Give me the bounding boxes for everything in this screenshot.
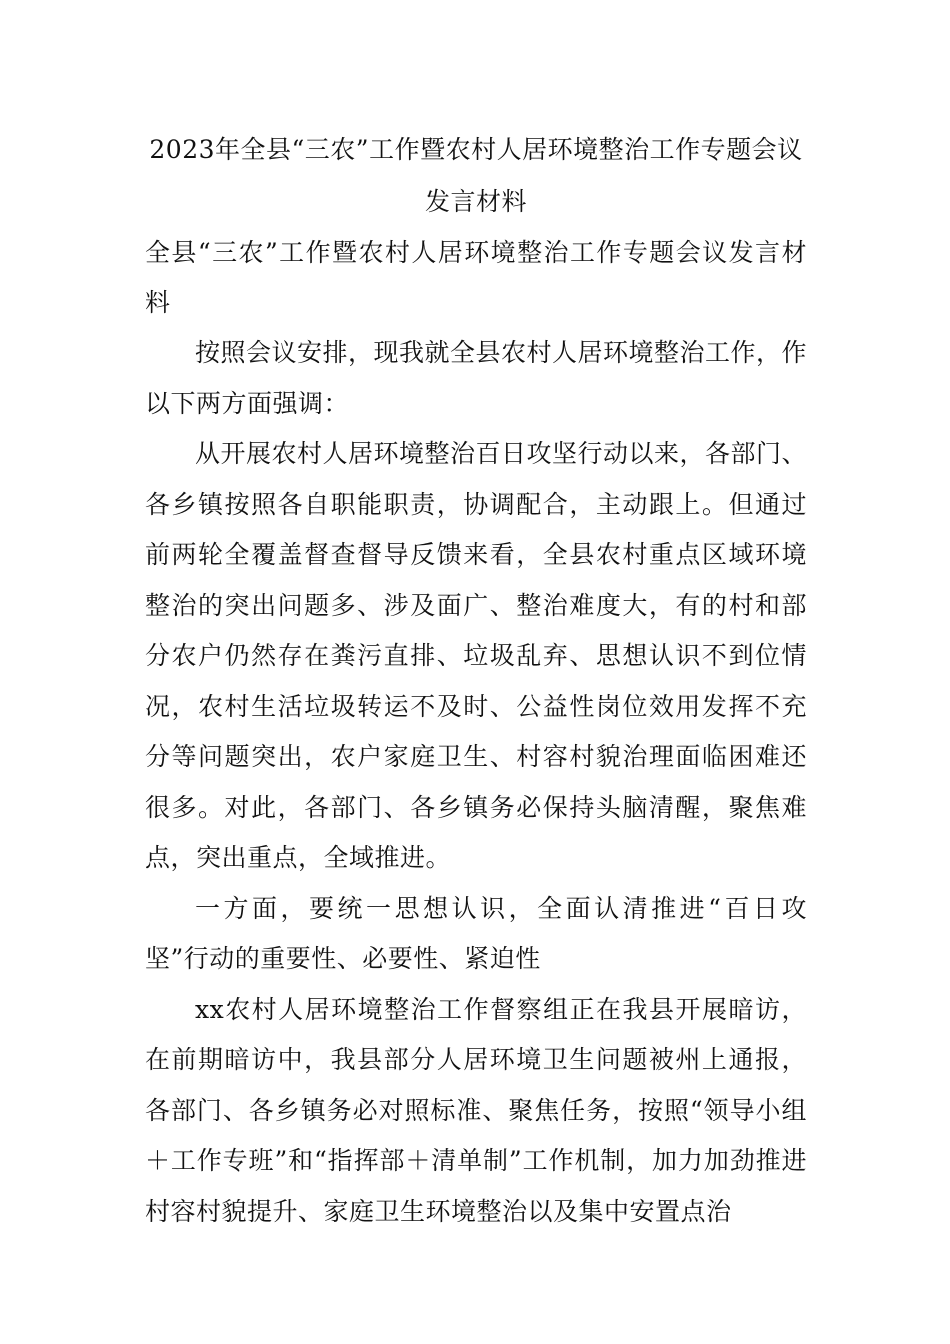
document-subtitle: 全县“三农”工作暨农村人居环境整治工作专题会议发言材料 — [145, 238, 807, 317]
paragraph-intro: 按照会议安排，现我就全县农村人居环境整治工作，作以下两方面强调： — [145, 338, 808, 418]
paragraph-situation: 从开展农村人居环境整治百日攻坚行动以来，各部门、各乡镇按照各自职能职责，协调配合，主动跟上。但通过前两轮全覆盖督查督导反馈来看，全县农村重点区域环境整治的突出问题多、涉及面广、整治难度大，有的村和部分农户仍然存在粪污直排、垃圾乱弃、思想认识不到位情况，农村生活垃圾转运不及时、公益性岗位效用发挥不充分等问题突出，农户家庭卫生、村容村貌治理面临困难还很多。对此，各部门、各乡镇务必保持头脑清醒，聚焦难点，突出重点，全域推进。 — [145, 439, 808, 872]
document-title: 2023年全县“三农”工作暨农村人居环境整治工作专题会议发言材料 — [149, 135, 803, 216]
document-body — [145, 124, 807, 1237]
paragraph-inspection: xx农村人居环境整治工作督察组正在我县开展暗访，在前期暗访中，我县部分人居环境卫生问题被州上通报，各部门、各乡镇务必对照标准、聚焦任务，按照“领导小组＋工作专班”和“指挥部＋清单制”工作机制，加力加劲推进村容村貌提升、家庭卫生环境整治以及集中安置点治 — [145, 994, 807, 1226]
paragraph-first-aspect: 一方面，要统一思想认识，全面认清推进“百日攻坚”行动的重要性、必要性、紧迫性 — [145, 893, 807, 973]
